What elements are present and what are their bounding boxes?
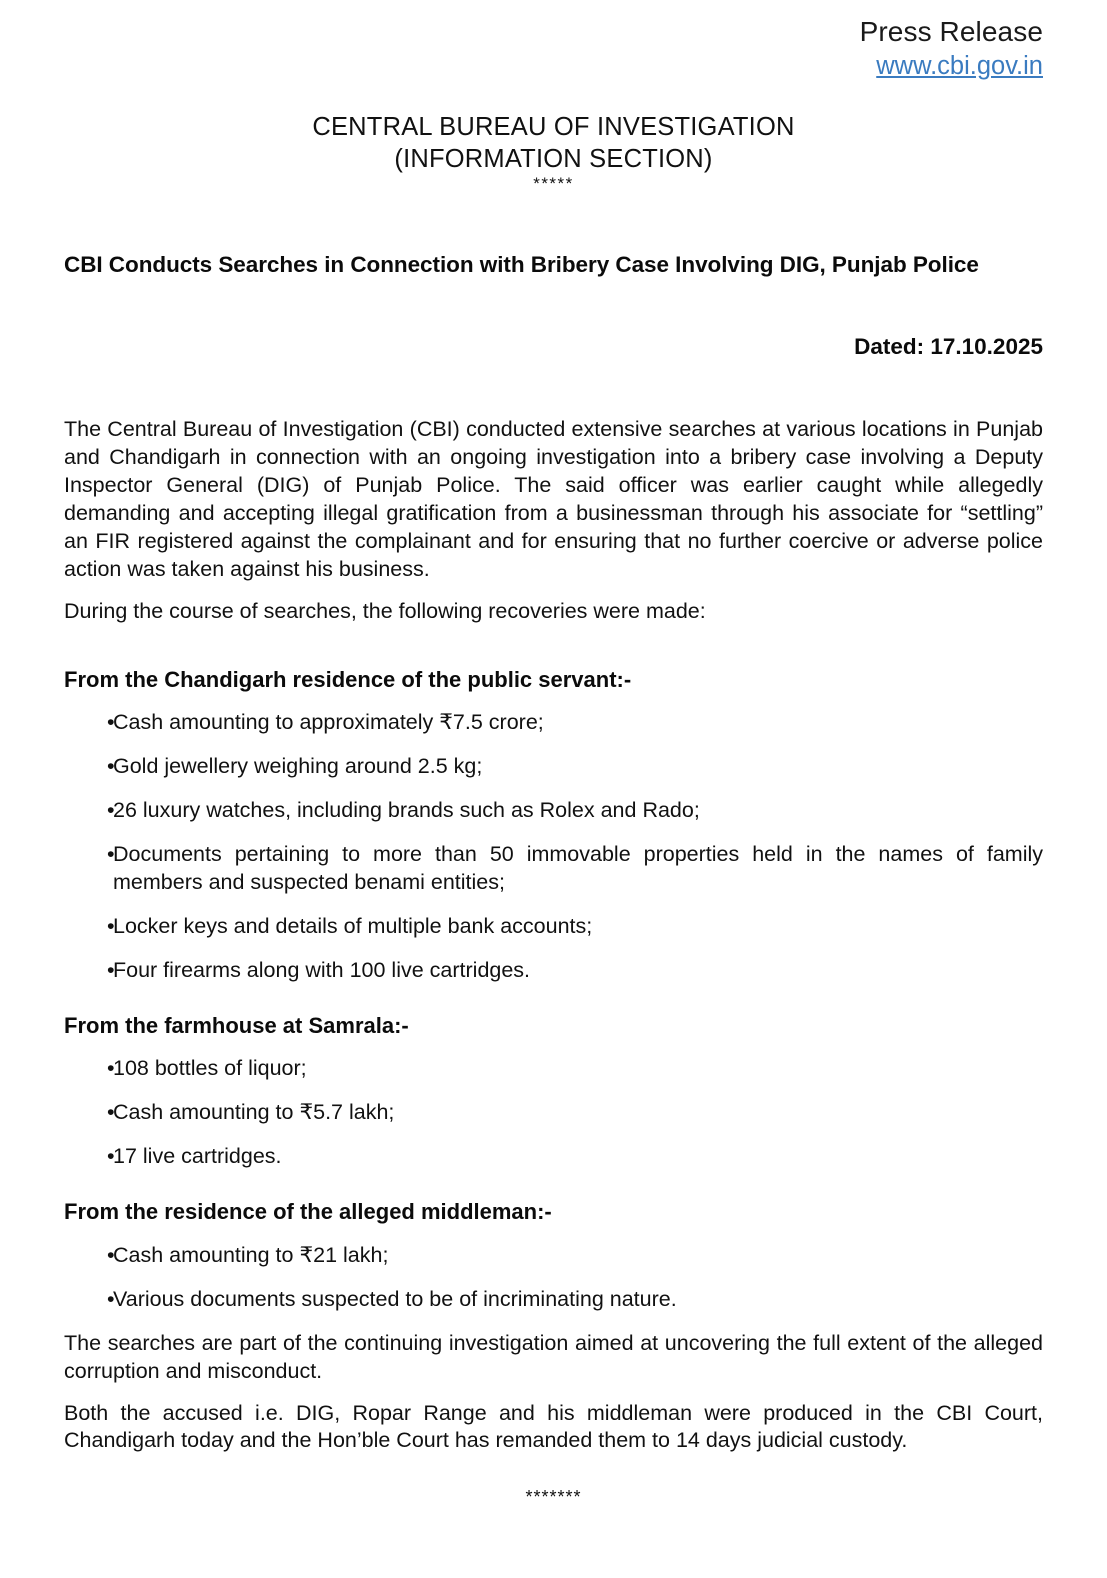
intro-paragraph: The Central Bureau of Investigation (CBI) conducted extensive searches at various locations in Punjab and Chandigarh in connection with an ongoing investigation into a bribery case involving a Deputy Inspector General (DIG) of Punjab Police. The said officer was earlier caught while allegedly demanding and accepting illegal gratification from a businessman through his associate for “settling” an FIR registered against the complainant and for ensuring that no further coercive or adverse police action was taken against his business. xyxy=(64,417,1043,582)
bullet-dot-icon: • xyxy=(107,1144,115,1169)
closing-paragraph-1: The searches are part of the continuing investigation aimed at uncovering the full extent of the alleged corruption and misconduct. xyxy=(64,1330,1043,1383)
list-item-text: Cash amounting to approximately ₹7.5 crore; xyxy=(113,710,544,735)
list-item-text: Gold jewellery weighing around 2.5 kg; xyxy=(113,754,483,779)
list-item-text: Various documents suspected to be of incriminating nature. xyxy=(113,1286,677,1311)
list-item xyxy=(64,1099,1043,1127)
list-item xyxy=(64,1055,1043,1083)
list-item-text: Cash amounting to ₹21 lakh; xyxy=(113,1242,389,1267)
cbi-website-link[interactable]: www.cbi.gov.in xyxy=(876,52,1043,81)
organisation-name: CENTRAL BUREAU OF INVESTIGATION xyxy=(312,113,795,142)
list-item-text: Cash amounting to ₹5.7 lakh; xyxy=(113,1100,395,1125)
organisation-section: (INFORMATION SECTION) xyxy=(394,144,713,173)
bullet-dot-icon: • xyxy=(107,1286,115,1311)
list-item xyxy=(64,957,1043,985)
bullet-dot-icon: • xyxy=(107,914,115,939)
closing-paragraph-2: Both the accused i.e. DIG, Ropar Range and his middleman were produced in the CBI Court, Chandigarh today and the Hon’ble Court has remanded them to 14 days judicial custody. xyxy=(64,1400,1043,1453)
list-item-text: Four firearms along with 100 live cartridges. xyxy=(113,958,531,983)
organisation-header xyxy=(64,112,1043,194)
bullet-dot-icon: • xyxy=(107,798,115,823)
recovery-item-list xyxy=(64,1242,1043,1314)
bullet-dot-icon: • xyxy=(107,1056,115,1081)
bullet-dot-icon: • xyxy=(107,754,115,779)
list-item xyxy=(64,753,1043,781)
page-title: CBI Conducts Searches in Connection with Bribery Case Involving DIG, Punjab Police xyxy=(64,252,979,278)
bullet-dot-icon: • xyxy=(107,1242,115,1267)
recovery-item-list xyxy=(64,1055,1043,1171)
section-heading: From the farmhouse at Samrala:- xyxy=(64,1012,409,1038)
list-item-text: 17 live cartridges. xyxy=(113,1144,282,1169)
bullet-dot-icon: • xyxy=(107,1100,115,1125)
recovery-section xyxy=(64,1012,1043,1171)
header-star-divider: ***** xyxy=(533,173,574,193)
list-item xyxy=(64,1286,1043,1314)
spacer xyxy=(64,1001,1043,1012)
recovery-section xyxy=(64,1198,1043,1313)
bullet-dot-icon: • xyxy=(107,710,115,735)
recovery-section xyxy=(64,666,1043,985)
list-item xyxy=(64,1242,1043,1270)
recoveries-lead: During the course of searches, the following recoveries were made: xyxy=(64,598,706,623)
bullet-dot-icon: • xyxy=(107,842,115,867)
spacer xyxy=(64,640,1043,666)
closing-paragraphs xyxy=(64,1330,1043,1456)
footer-star-divider: ******* xyxy=(525,1487,582,1508)
list-item xyxy=(64,913,1043,941)
list-item-text: 108 bottles of liquor; xyxy=(113,1056,307,1081)
list-item xyxy=(64,1143,1043,1171)
list-item xyxy=(64,709,1043,737)
press-release-label: Press Release xyxy=(859,16,1043,47)
recovery-item-list xyxy=(64,709,1043,985)
dateline: Dated: 17.10.2025 xyxy=(854,334,1043,360)
list-item-text: Locker keys and details of multiple bank accounts; xyxy=(113,914,593,939)
spacer xyxy=(64,1187,1043,1198)
masthead xyxy=(64,0,1043,82)
list-item-text: 26 luxury watches, including brands such as Rolex and Rado; xyxy=(113,798,700,823)
list-item-text: Documents pertaining to more than 50 immovable properties held in the names of family members and suspected benami entities; xyxy=(113,842,1043,895)
bullet-dot-icon: • xyxy=(107,958,115,983)
body-content xyxy=(64,416,1043,1455)
list-item xyxy=(64,797,1043,825)
section-heading: From the Chandigarh residence of the public servant:- xyxy=(64,666,632,692)
section-heading: From the residence of the alleged middleman:- xyxy=(64,1199,552,1225)
list-item xyxy=(64,841,1043,897)
